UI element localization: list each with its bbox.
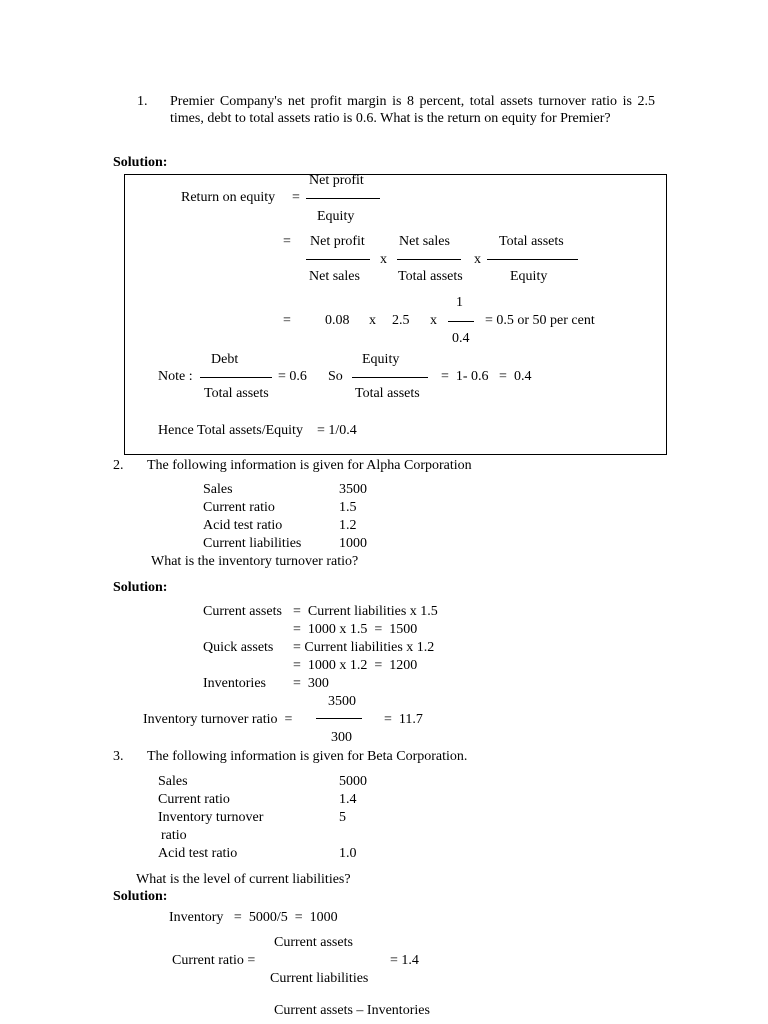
q3-item-value: 1.4 — [339, 792, 357, 807]
inventories-eq: = 300 — [293, 676, 329, 691]
quick-assets-eq2: = 1000 x 1.2 = 1200 — [293, 658, 418, 673]
calc-equals: = — [283, 313, 291, 328]
value-equity-ratio: 0.4 — [452, 331, 470, 346]
times-1: x — [380, 252, 387, 267]
cr-result: = 1.4 — [390, 953, 419, 968]
q2-solution-label: Solution: — [113, 580, 168, 595]
q3-item-value: 1.0 — [339, 846, 357, 861]
q3-item-label: Acid test ratio — [158, 846, 238, 861]
inventories-label: Inventories — [203, 676, 266, 691]
q3-solution-label: Solution: — [113, 889, 168, 904]
quick-assets-label: Quick assets — [203, 640, 274, 655]
ns-fraction-bar — [397, 259, 461, 260]
note-result: = 1- 0.6 = 0.4 — [441, 369, 532, 384]
q3-item-value: 5000 — [339, 774, 367, 789]
one-numerator: 1 — [456, 295, 463, 310]
q3-item-label: Inventory turnover — [158, 810, 264, 825]
q2-item-value: 1000 — [339, 536, 367, 551]
q2-item-value: 3500 — [339, 482, 367, 497]
ta-denominator: Equity — [510, 269, 548, 284]
q2-item-value: 1.2 — [339, 518, 357, 533]
q1-text: Premier Company's net profit margin is 8 percent, total assets turnover ratio is 2.5 times, debt to total assets ratio is 0.6. What is the return on equity for Premier? — [170, 94, 655, 126]
ta-numerator: Total assets — [499, 234, 564, 249]
equity-denominator: Total assets — [355, 386, 420, 401]
roe-fraction-bar — [306, 198, 380, 199]
np-fraction-bar — [306, 259, 370, 260]
q3-item-label: Sales — [158, 774, 188, 789]
q3-item-label: ratio — [161, 828, 187, 843]
acid-test-numerator: Current assets – Inventories — [274, 1003, 430, 1018]
value-asset-turnover: 2.5 — [392, 313, 410, 328]
one-fraction-bar — [448, 321, 474, 322]
current-assets-eq1: = Current liabilities x 1.5 — [293, 604, 438, 619]
inventory-line: Inventory = 5000/5 = 1000 — [169, 910, 338, 925]
roe-denominator: Equity — [317, 209, 355, 224]
note-label: Note : — [158, 369, 193, 384]
q2-number: 2. — [113, 458, 124, 473]
q3-item-value: 5 — [339, 810, 346, 825]
equity-fraction-bar — [352, 377, 428, 378]
q2-item-label: Current liabilities — [203, 536, 302, 551]
q2-item-label: Sales — [203, 482, 233, 497]
q3-item-label: Current ratio — [158, 792, 230, 807]
q3-question: What is the level of current liabilities? — [136, 872, 351, 887]
q2-item-label: Current ratio — [203, 500, 275, 515]
q2-question: What is the inventory turnover ratio? — [151, 554, 359, 569]
debt-denominator: Total assets — [204, 386, 269, 401]
q1-solution-label: Solution: — [113, 155, 168, 170]
itr-denominator: 300 — [331, 730, 352, 745]
current-assets-label: Current assets — [203, 604, 282, 619]
itr-result: = 11.7 — [384, 712, 423, 727]
debt-ratio-value: = 0.6 — [278, 369, 307, 384]
roe-numerator: Net profit — [309, 173, 364, 188]
debt-fraction-bar — [200, 377, 272, 378]
roe-result: = 0.5 or 50 per cent — [485, 313, 595, 328]
equity-numerator: Equity — [362, 352, 400, 367]
cr-numerator: Current assets — [274, 935, 353, 950]
debt-numerator: Debt — [211, 352, 239, 367]
times-4: x — [430, 313, 437, 328]
roe-equals-2: = — [283, 234, 291, 249]
roe-equals: = — [292, 190, 300, 205]
cr-label: Current ratio = — [172, 953, 256, 968]
value-net-profit-margin: 0.08 — [325, 313, 350, 328]
quick-assets-eq1: = Current liabilities x 1.2 — [293, 640, 435, 655]
times-3: x — [369, 313, 376, 328]
so-label: So — [328, 369, 343, 384]
np-numerator: Net profit — [310, 234, 365, 249]
np-denominator: Net sales — [309, 269, 360, 284]
q3-text: The following information is given for Beta Corporation. — [147, 749, 468, 764]
q2-item-value: 1.5 — [339, 500, 357, 515]
ns-denominator: Total assets — [398, 269, 463, 284]
itr-label: Inventory turnover ratio = — [143, 712, 293, 727]
ns-numerator: Net sales — [399, 234, 450, 249]
q1-number: 1. — [137, 94, 148, 109]
itr-numerator: 3500 — [328, 694, 356, 709]
roe-label: Return on equity — [181, 190, 276, 205]
ta-fraction-bar — [487, 259, 578, 260]
times-2: x — [474, 252, 481, 267]
q2-item-label: Acid test ratio — [203, 518, 283, 533]
q2-text: The following information is given for Alpha Corporation — [147, 458, 472, 473]
current-assets-eq2: = 1000 x 1.5 = 1500 — [293, 622, 418, 637]
itr-fraction-bar — [316, 718, 362, 719]
q3-number: 3. — [113, 749, 124, 764]
cr-denominator: Current liabilities — [270, 971, 369, 986]
hence-line: Hence Total assets/Equity = 1/0.4 — [158, 423, 357, 438]
